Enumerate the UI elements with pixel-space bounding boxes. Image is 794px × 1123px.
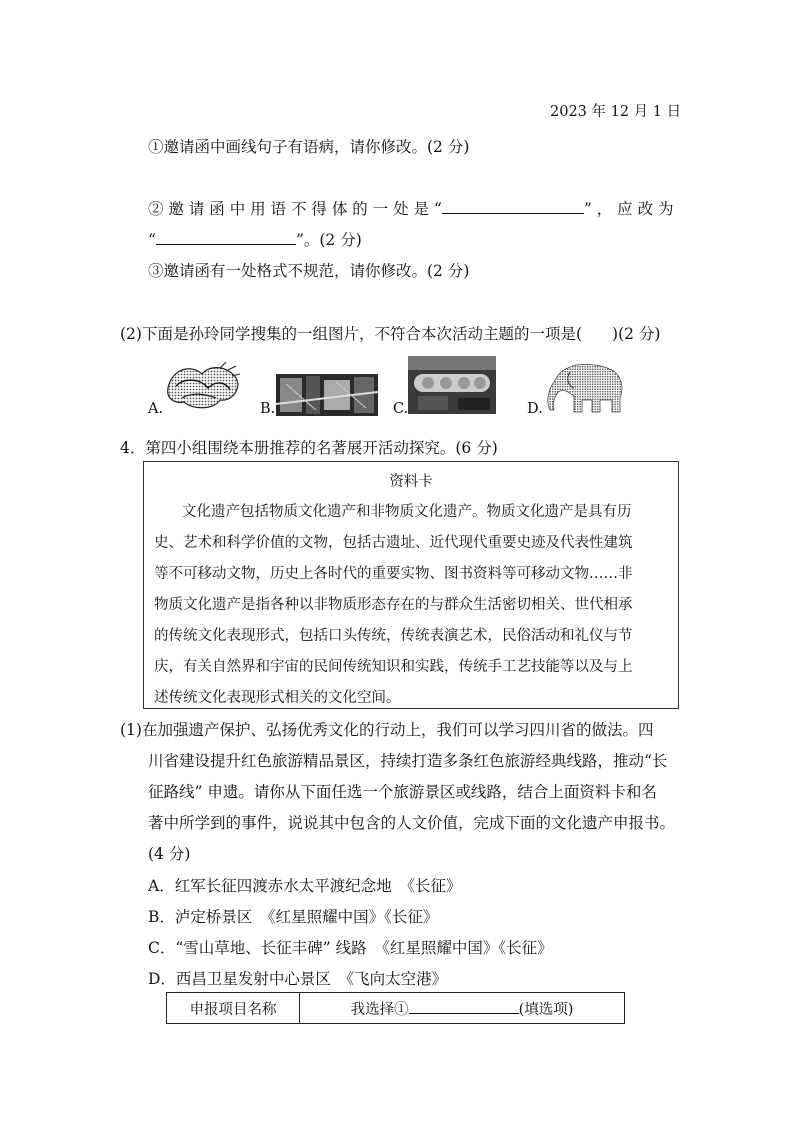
info-card-line: 的传统文化表现形式，包括口头传统，传统表演艺术，民俗活动和礼仪与节 bbox=[154, 628, 633, 644]
heritage-application-table bbox=[166, 992, 625, 1024]
part-2-question bbox=[120, 322, 660, 344]
info-card-line: 文化遗产包括物质文化遗产和非物质文化遗产。物质文化遗产是具有历 bbox=[182, 504, 632, 520]
option-b-label: B. bbox=[260, 401, 276, 417]
option-c-label: C. bbox=[393, 401, 409, 417]
sub-question-1-line: 征路线” 申遗。请你从下面任选一个旅游景区或线路，结合上面资料卡和名 bbox=[148, 783, 657, 801]
choice-a[interactable]: A．红军长征四渡赤水太平渡纪念地 《长征》 bbox=[148, 877, 462, 895]
section-4-heading: 4．第四小组围绕本册推荐的名著展开活动探究。(6 分) bbox=[120, 439, 498, 457]
info-card-line: 等不可移动文物，历史上各时代的重要实物、图书资料等可移动文物……非 bbox=[154, 566, 633, 582]
table-label-cell: 申报项目名称 bbox=[167, 993, 300, 1024]
question-3: ③邀请函有一处格式不规范，请你修改。(2 分) bbox=[148, 262, 470, 280]
letter-date: 2023 年 12 月 1 日 bbox=[550, 104, 682, 120]
satellite-launch-icon[interactable] bbox=[408, 356, 496, 414]
option-a-label: A. bbox=[148, 401, 164, 417]
answer-blank-2[interactable] bbox=[156, 244, 296, 245]
sub-question-1-line: (1)在加强遗产保护、弘扬优秀文化的行动上，我们可以学习四川省的做法。四 bbox=[120, 721, 654, 739]
choice-b[interactable]: B．泸定桥景区 《红星照耀中国》《长征》 bbox=[148, 908, 439, 926]
info-card-line: 史、艺术和科学价值的文物，包括古遗址、近代现代重要史迹及代表性建筑 bbox=[154, 535, 633, 551]
sub-question-1-line: (4 分) bbox=[148, 845, 191, 863]
part-2-text: (2)下面是孙玲同学搜集的一组图片，不符合本次活动主题的一项是( bbox=[120, 325, 583, 343]
choice-c[interactable]: C．“雪山草地、长征丰碑” 线路 《红星照耀中国》《长征》 bbox=[148, 939, 553, 957]
sub-question-1-line: 著中所学到的事件，说说其中包含的人文价值，完成下面的文化遗产申报书。 bbox=[148, 814, 676, 832]
question-2-line-2 bbox=[148, 228, 362, 250]
choice-fill-blank[interactable] bbox=[409, 1013, 519, 1014]
part-2-score: )(2 分) bbox=[612, 325, 661, 343]
table-value-cell bbox=[300, 993, 625, 1024]
sub-question-1-line: 川省建设提升红色旅游精品景区，持续打造多条红色旅游经典线路，推动“长 bbox=[148, 752, 668, 770]
question-1: ①邀请函中画线句子有语病，请你修改。(2 分) bbox=[148, 138, 470, 156]
info-card bbox=[143, 461, 679, 709]
answer-blank-1[interactable] bbox=[442, 213, 584, 214]
question-2-quote-open: “ bbox=[148, 231, 156, 249]
question-2-line-1 bbox=[148, 197, 674, 219]
info-card-line: 物质文化遗产是指各种以非物质形态存在的与群众生活密切相关、世代相承 bbox=[154, 597, 633, 613]
question-2-text-b: ” ， 应 改 为 bbox=[583, 200, 674, 218]
choice-d[interactable]: D．西昌卫星发射中心景区 《飞向太空港》 bbox=[148, 970, 448, 988]
historic-photo-icon[interactable] bbox=[276, 374, 378, 416]
question-2-text: ② 邀 请 函 中 用 语 不 得 体 的 一 处 是 “ bbox=[148, 200, 442, 218]
table-row bbox=[167, 993, 625, 1024]
option-d-label: D. bbox=[527, 401, 543, 417]
table-value-suffix: (填选项) bbox=[518, 1001, 574, 1018]
info-card-title: 资料卡 bbox=[389, 474, 433, 490]
elephant-icon[interactable] bbox=[544, 358, 628, 414]
question-2-text-d: ”。(2 分) bbox=[295, 231, 362, 249]
info-card-line: 述传统文化表现形式相关的文化空间。 bbox=[154, 690, 401, 706]
table-value-prefix: 我选择① bbox=[350, 1001, 409, 1018]
info-card-line: 庆，有关自然界和宇宙的民间传统知识和实践，传统手工艺技能等以及与上 bbox=[154, 659, 633, 675]
dragon-carving-icon[interactable] bbox=[162, 358, 244, 414]
